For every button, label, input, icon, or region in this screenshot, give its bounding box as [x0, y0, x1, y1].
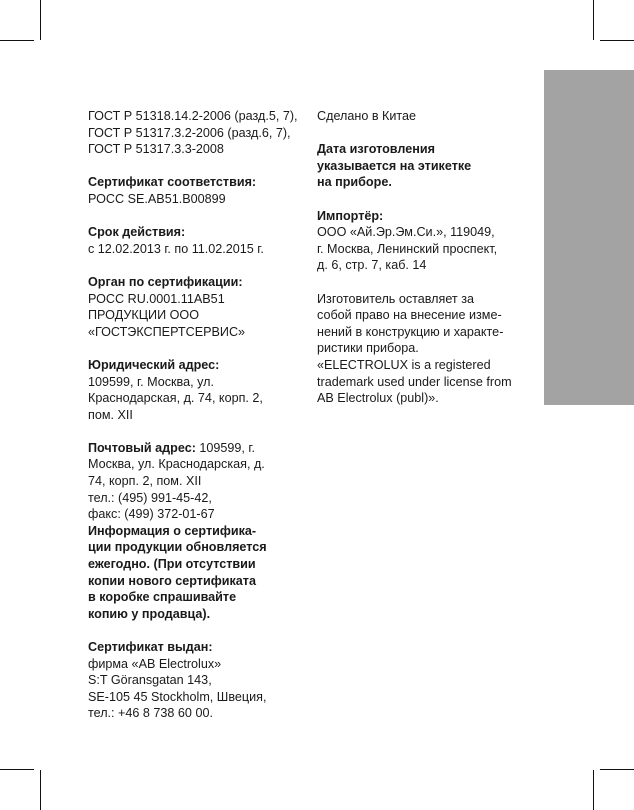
postal-address-heading: Почтовый адрес:: [88, 440, 196, 455]
importer-text: ООО «Ай.Эр.Эм.Си.», 119049, г. Москва, Ленинский проспект, д. 6, стр. 7, каб. 14: [317, 225, 498, 273]
cert-body-heading: Орган по сертификации:: [88, 274, 243, 289]
cert-number: РОСС SE.АВ51.В00899: [88, 191, 226, 206]
cert-heading: Сертификат соответствия:: [88, 175, 257, 190]
cert-body-text: РОСС RU.0001.11АВ51 ПРОДУКЦИИ ООО «ГОСТЭКСПЕРТСЕРВИС»: [88, 291, 246, 339]
crop-mark-bottom-left-h: [0, 769, 34, 770]
validity-heading: Срок действия:: [88, 225, 186, 240]
rights-text: Изготовитель оставляет за собой право на внесение изме- нений в конструкцию и характе- ристики прибора. «ELECTROLUX is a registered trademark used under license from AB Electrolux (publ)».: [317, 291, 512, 406]
postal-address-text: 109599, г. Москва, ул. Краснодарская, д. 74, корп. 2, пом. XII тел.: (495) 991-45-42, факс: (499) 372-01-67: [88, 440, 265, 522]
manufacture-date-note: [317, 141, 532, 191]
importer-block: [317, 208, 532, 274]
manufacture-date-text: Дата изготовления указывается на этикетке на приборе.: [317, 142, 472, 190]
left-column: [88, 108, 308, 722]
validity-text: с 12.02.2013 г. по 11.02.2015 г.: [88, 241, 264, 256]
crop-mark-top-right-h: [600, 40, 634, 41]
cert-block: [88, 174, 308, 207]
issued-block: [88, 639, 308, 722]
crop-mark-bottom-right-v: [593, 770, 594, 810]
cert-body-block: [88, 274, 308, 340]
legal-address-block: [88, 357, 308, 423]
validity-block: [88, 224, 308, 257]
crop-mark-bottom-right-h: [600, 769, 634, 770]
issued-text: фирма «AB Electrolux» S:T Göransgatan 143, SE-105 45 Stockholm, Швеция, тел.: +46 8 738 60 00.: [88, 656, 267, 721]
legal-address-heading: Юридический адрес:: [88, 357, 220, 372]
importer-heading: Импортёр:: [317, 208, 384, 223]
gost-standards: ГОСТ Р 51318.14.2-2006 (разд.5, 7), ГОСТ Р 51317.3.2-2006 (разд.6, 7), ГОСТ Р 51317.3.3-2008: [88, 109, 298, 157]
crop-mark-bottom-left-v: [40, 770, 41, 810]
crop-mark-top-right-v: [593, 0, 594, 40]
origin-text: Сделано в Китае: [317, 109, 417, 123]
side-thumb-tab: [544, 70, 634, 405]
crop-mark-top-left-h: [0, 40, 34, 41]
postal-address-block: [88, 440, 308, 523]
right-column: [317, 108, 532, 407]
issued-heading: Сертификат выдан:: [88, 640, 213, 654]
crop-mark-top-left-v: [40, 0, 41, 40]
update-note: [88, 523, 308, 623]
update-note-text: Информация о сертифика- ции продукции обновляется ежегодно. (При отсутствии копии нового сертификата в коробке спрашивайте копию у продавца).: [88, 523, 267, 621]
legal-address-text: 109599, г. Москва, ул. Краснодарская, д. 74, корп. 2, пом. XII: [88, 374, 263, 422]
